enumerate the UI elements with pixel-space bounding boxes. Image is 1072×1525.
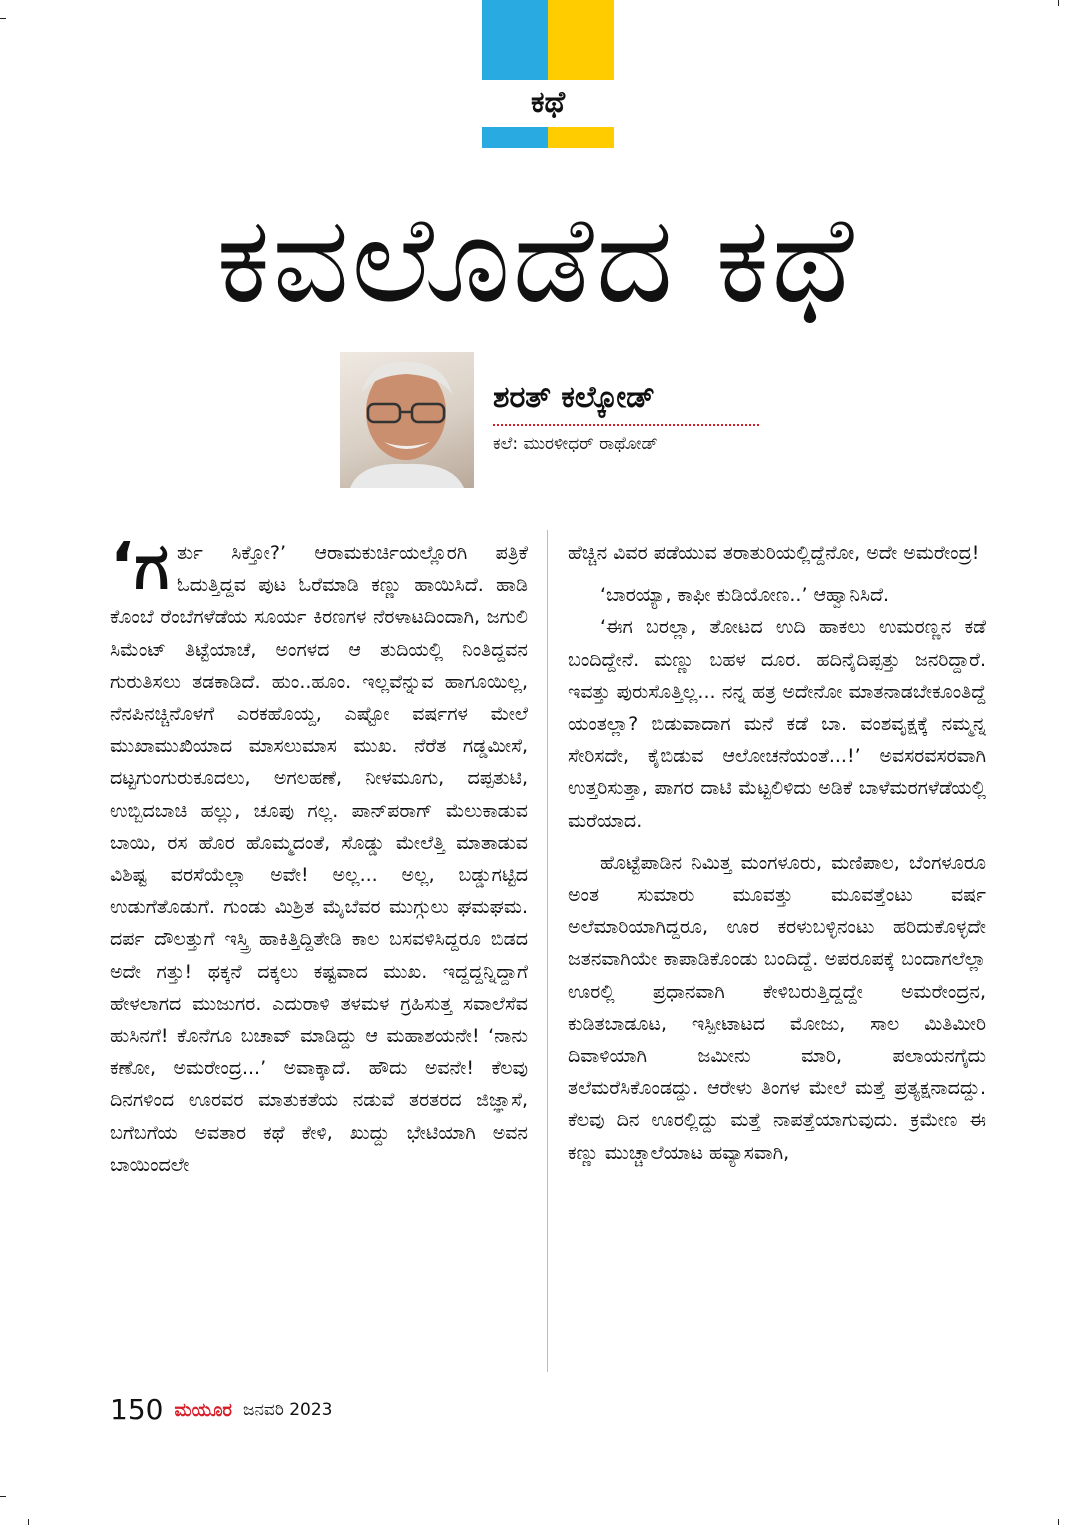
author-photo	[340, 352, 474, 488]
crop-mark	[1058, 1519, 1059, 1525]
category-block	[482, 0, 614, 150]
author-divider	[493, 424, 759, 426]
crop-mark	[28, 1519, 29, 1525]
category-blue-bar	[482, 127, 548, 148]
issue-date: ಜನವರಿ 2023	[243, 1400, 333, 1420]
article-column-1	[110, 530, 528, 1181]
article-title: ಕವಲೊಡೆದ ಕಥೆ	[216, 191, 856, 330]
crop-mark	[1058, 0, 1059, 6]
category-yellow-bar	[548, 127, 614, 148]
drop-cap: ‘ಗ	[110, 530, 169, 604]
magazine-name: ಮಯೂರ	[174, 1399, 232, 1421]
crop-mark	[0, 1496, 6, 1497]
page-number: 150	[110, 1393, 164, 1426]
article-paragraph: ‘ಬಾರಯ್ಯಾ, ಕಾಫೀ ಕುಡಿಯೋಣ..’ ಆಹ್ವಾನಿಸಿದೆ.	[600, 584, 890, 607]
page-footer	[110, 1392, 332, 1428]
category-label: ಕಥೆ	[530, 85, 566, 120]
article-paragraph: ಹೊಟ್ಟೆಪಾಡಿನ ನಿಮಿತ್ತ ಮಂಗಳೂರು, ಮಣಿಪಾಲ, ಬೆಂಗಳೂರೂ ಅಂತ ಸುಮಾರು ಮೂವತ್ತು ಮೂವತ್ತೆಂಟು ವರ್ಷ ಅಲೆಮಾರಿಯಾಗಿದ್ದರೂ, ಊರ ಕರಳುಬಳ್ಳಿನಂಟು ಹರಿದುಕೊಳ್ಳದೇ ಜತನವಾಗಿಯೇ ಕಾಪಾಡಿಕೊಂಡು ಬಂದಿದ್ದೆ. ಅಪರೂಪಕ್ಕೆ ಬಂದಾಗಲೆಲ್ಲಾ ಊರಲ್ಲಿ ಪ್ರಧಾನವಾಗಿ ಕೇಳಿಬರುತ್ತಿದ್ದದ್ದೇ ಅಮರೇಂದ್ರನ, ಕುಡಿತಬಾಡೂಟ, ಇಸ್ಪೀಟಾಟದ ಮೋಜು, ಸಾಲ ಮಿತಿಮೀರಿ ದಿವಾಳಿಯಾಗಿ ಜಮೀನು ಮಾರಿ, ಪಲಾಯನಗೈದು ತಲೆಮರೆಸಿಕೊಂಡದ್ದು. ಆರೇಳು ತಿಂಗಳ ಮೇಲೆ ಮತ್ತೆ ಪ್ರತ್ಯಕ್ಷನಾದದ್ದು. ಕೆಲವು ದಿನ ಊರಲ್ಲಿದ್ದು ಮತ್ತೆ ನಾಪತ್ತೆಯಾಗುವುದು. ಕ್ರಮೇಣ ಈ ಕಣ್ಣು ಮುಚ್ಚಾಲೆಯಾಟ ಹವ್ಯಾಸವಾಗಿ,	[568, 851, 986, 1164]
illustration-credit: ಕಲೆ: ಮುರಳೀಧರ್ ರಾಥೋಡ್	[493, 434, 658, 454]
author-portrait-icon	[340, 352, 474, 488]
article-column-2	[568, 537, 986, 1169]
article-paragraph: ‘ಈಗ ಬರಲ್ಲಾ, ತೋಟದ ಉದಿ ಹಾಕಲು ಉಮರಣ್ಣನ ಕಡೆ ಬಂದಿದ್ದೇನೆ. ಮಣ್ಣು ಬಹಳ ದೂರ. ಹದಿನೈದಿಪ್ಪತ್ತು ಜನರಿದ್ದಾರೆ. ಇವತ್ತು ಪುರುಸೊತ್ತಿಲ್ಲ... ನನ್ನ ಹತ್ರ ಅದೇನೋ ಮಾತನಾಡಬೇಕೂಂತಿದ್ದೆ ಯಂತಲ್ಲಾ? ಬಿಡುವಾದಾಗ ಮನೆ ಕಡೆ ಬಾ. ವಂಶವೃಕ್ಷಕ್ಕೆ ನಮ್ಮನ್ನ ಸೇರಿಸದೇ, ಕೈಬಿಡುವ ಆಲೋಚನೆಯಂತೆ...!’ ಅವಸರವಸರವಾಗಿ ಉತ್ತರಿಸುತ್ತಾ, ಪಾಗರ ದಾಟಿ ಮೆಟ್ಟಲಿಳಿದು ಅಡಿಕೆ ಬಾಳೆಮರಗಳೆಡೆಯಲ್ಲಿ ಮರೆಯಾದ.	[568, 616, 986, 832]
author-name: ಶರತ್ ಕಲ್ಕೋಡ್	[493, 380, 655, 415]
crop-mark	[0, 18, 6, 19]
category-blue-tile	[482, 0, 548, 80]
article-paragraph: ‘ಗ ರ್ತು ಸಿಕ್ತೋ?’ ಆರಾಮಕುರ್ಚಿಯಲ್ಲೊರಗಿ ಪತ್ರಿಕೆ ಓದುತ್ತಿದ್ದವ ಪುಟ ಓರೆಮಾಡಿ ಕಣ್ಣು ಹಾಯಿಸಿದೆ. ಹಾಡಿ ಕೊಂಬೆ ರೆಂಬೆಗಳೆಡೆಯ ಸೂರ್ಯ ಕಿರಣಗಳ ನೆರಳಾಟದಿಂದಾಗಿ, ಜಗುಲಿ ಸಿಮೆಂಟ್ ತಿಟ್ಟೆಯಾಚೆ, ಅಂಗಳದ ಆ ತುದಿಯಲ್ಲಿ ನಿಂತಿದ್ದವನ ಗುರುತಿಸಲು ತಡಕಾಡಿದೆ. ಹುಂ..ಹೂಂ. ಇಲ್ಲವೆನ್ನುವ ಹಾಗೂಯಿಲ್ಲ, ನೆನಪಿನಚ್ಚಿನೊಳಗೆ ಎರಕಹೊಯ್ದ, ಎಷ್ಟೋ ವರ್ಷಗಳ ಮೇಲೆ ಮುಖಾಮುಖಿಯಾದ ಮಾಸಲುಮಾಸ ಮುಖ. ನೆರೆತ ಗಡ್ಡಮೀಸೆ, ದಟ್ಟಗುಂಗುರುಕೂದಲು, ಅಗಲಹಣೆ, ನೀಳಮೂಗು, ದಪ್ಪತುಟಿ, ಉಬ್ಬಿದಬಾಚಿ ಹಲ್ಲು, ಚೂಪು ಗಲ್ಲ. ಪಾನ್‌ಪರಾಗ್ ಮೆಲುಕಾಡುವ ಬಾಯಿ, ರಸ ಹೊರ ಹೊಮ್ಮದಂತೆ, ಸೊಡ್ಡು ಮೇಲೆತ್ತಿ ಮಾತಾಡುವ ವಿಶಿಷ್ಟ ವರಸೆಯೆಲ್ಲಾ ಅವೇ! ಅಲ್ಲ... ಅಲ್ಲ, ಬಡ್ಡುಗಟ್ಟಿದ ಉಡುಗೆತೊಡುಗೆ. ಗುಂಡು ಮಿಶ್ರಿತ ಮೈಬೆವರ ಮುಗ್ಗುಲು ಘಮಘಮ. ದರ್ಪ ದೌಲತ್ತುಗೆ ಇಸ್ತ್ರಿ ಹಾಕಿತ್ತಿದ್ದಿತೇಡಿ ಕಾಲ ಬಸವಳಿಸಿದ್ದರೂ ಬಿಡದ ಅದೇ ಗತ್ತು! ಥಕ್ಕನೆ ದಕ್ಕಲು ಕಷ್ಟವಾದ ಮುಖ. ಇದ್ದದ್ದನ್ನಿದ್ದಾಗೆ ಹೇಳಲಾಗದ ಮುಜುಗರ. ಎದುರಾಳಿ ತಳಮಳ ಗ್ರಹಿಸುತ್ತ ಸವಾಲೆಸೆವ ಹುಸಿನಗೆ! ಕೊನೆಗೂ ಬಚಾವ್ ಮಾಡಿದ್ದು ಆ ಮಹಾಶಯನೇ! ‘ನಾನು ಕಣೋ, ಅಮರೇಂದ್ರ...’ ಅವಾಕ್ಕಾದೆ. ಹೌದು ಅವನೇ! ಕೆಲವು ದಿನಗಳಿಂದ ಊರವರ ಮಾತುಕತೆಯ ನಡುವೆ ತರತರದ ಜಿಜ್ಞಾಸೆ, ಬಗೆಬಗೆಯ ಅವತಾರ ಕಥೆ ಕೇಳಿ, ಖುದ್ದು ಭೇಟಿಯಾಗಿ ಅವನ ಬಾಯಿಂದಲೇ	[110, 530, 528, 1176]
article-paragraph: ಹೆಚ್ಚಿನ ವಿವರ ಪಡೆಯುವ ತರಾತುರಿಯಲ್ಲಿದ್ದೆನೋ, ಅದೇ ಅಮರೇಂದ್ರ!	[568, 542, 980, 564]
column-divider	[547, 530, 548, 1372]
category-yellow-tile	[548, 0, 614, 80]
